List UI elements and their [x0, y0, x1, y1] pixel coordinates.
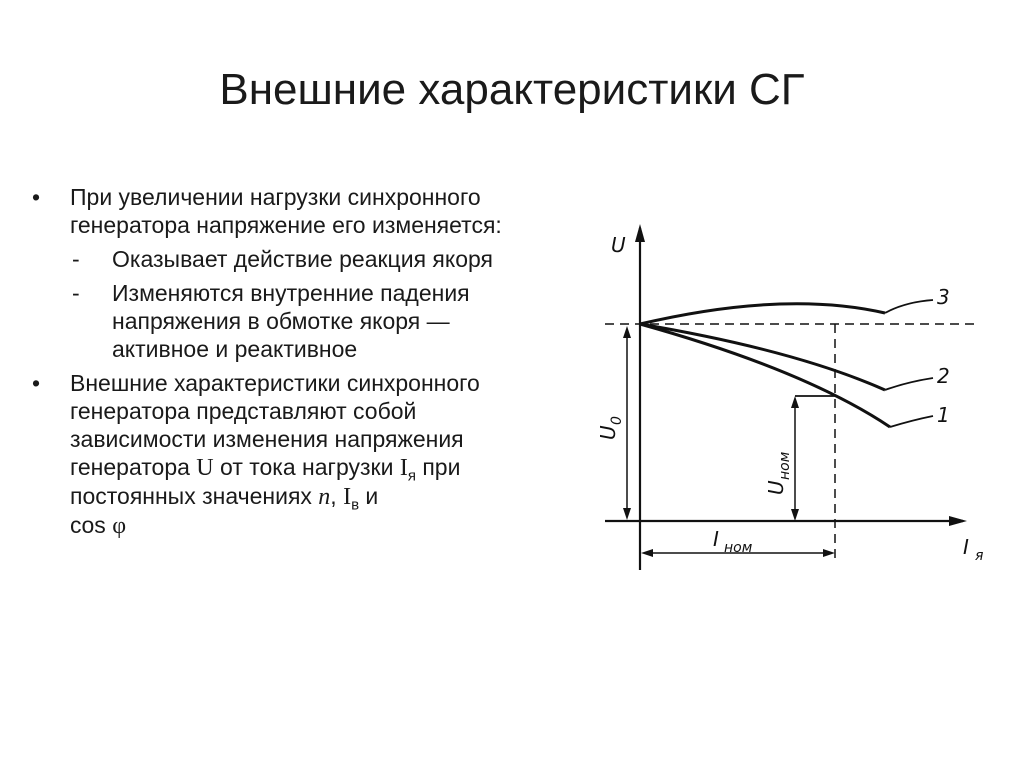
curve-1-leader — [890, 416, 933, 427]
u-axis-arrow — [635, 224, 645, 242]
bullet-text: Внешние характеристики синхронного генератора представляют собой зависимости изменения напряжения генератора U от тока нагрузки $I_я$ при постоянных значениях n, $I_в$ и cos φ — [70, 370, 480, 539]
bullet-text: При увеличении нагрузки синхронного генератора напряжение его изменяется: — [70, 184, 502, 238]
subitem-armature-reaction — [32, 245, 532, 273]
bullet-definition — [32, 369, 532, 540]
curve-3-label: 3 — [937, 285, 950, 309]
u0-sub: 0 — [609, 416, 625, 425]
curve-3 — [640, 304, 885, 324]
inom-sub: ном — [724, 540, 753, 556]
symbol-i-v: I — [343, 484, 352, 510]
slide-title: Внешние характеристики СГ — [219, 65, 805, 114]
subitem-voltage-drops — [32, 279, 532, 363]
subitem-marker: - — [72, 280, 80, 306]
i-axis-arrow — [949, 516, 967, 526]
bullet-marker: • — [32, 184, 41, 210]
curve-2-label: 2 — [937, 364, 950, 388]
symbol-i-ya: I — [399, 455, 408, 481]
unom-label: U — [764, 480, 788, 495]
i-axis-label: I — [963, 535, 969, 559]
subitem-text: Оказывает действие реакция якоря — [112, 246, 493, 272]
curve-3-leader — [885, 300, 933, 313]
bullet-load-increase — [32, 183, 532, 239]
unom-sub: ном — [777, 451, 793, 480]
inom-label: I — [713, 527, 719, 551]
subitem-marker: - — [72, 246, 80, 272]
u-axis-label: U — [611, 233, 626, 257]
external-characteristics-diagram — [585, 220, 985, 580]
symbol-u: U — [196, 455, 214, 481]
u0-label: U — [596, 425, 620, 440]
slide-content — [32, 183, 532, 546]
curve-2-leader — [885, 378, 933, 390]
symbol-phi: φ — [112, 513, 127, 539]
bullet-marker: • — [32, 370, 41, 396]
curve-1-label: 1 — [937, 403, 950, 427]
subitem-text: Изменяются внутренние падения напряжения в обмотке якоря — активное и реактивное — [112, 280, 470, 362]
i-axis-sub: я — [975, 548, 984, 564]
symbol-n: n — [318, 484, 331, 510]
